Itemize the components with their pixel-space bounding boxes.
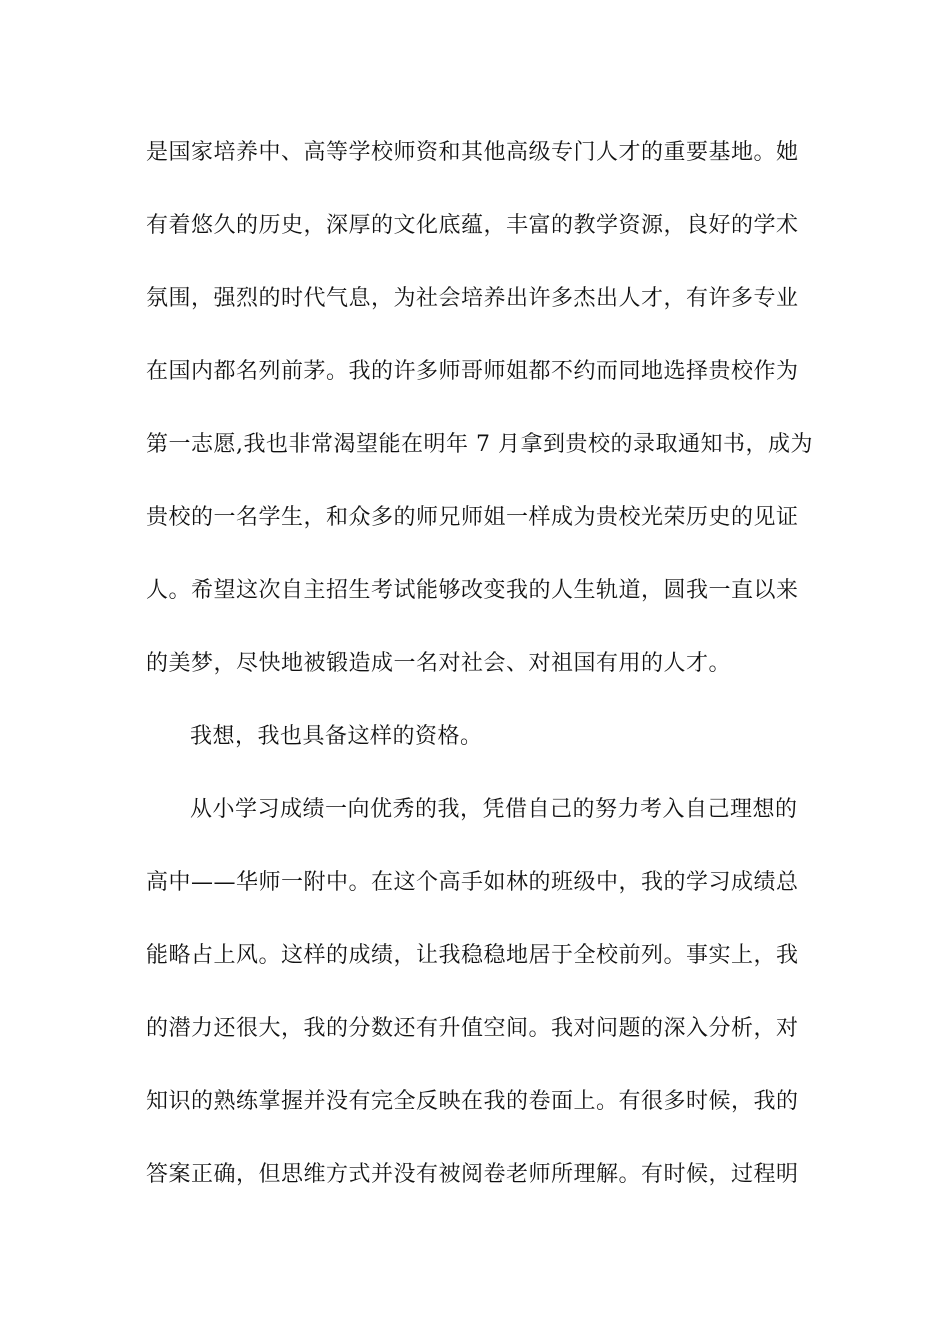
text-line: 高中——华师一附中。在这个高手如林的班级中，我的学习成绩总 bbox=[146, 870, 799, 895]
paragraph-start-line: 从小学习成绩一向优秀的我，凭借自己的努力考入自己理想的 bbox=[190, 797, 798, 822]
text-line: 能略占上风。这样的成绩，让我稳稳地居于全校前列。事实上，我 bbox=[146, 943, 799, 968]
text-line: 有着悠久的历史，深厚的文化底蕴，丰富的教学资源，良好的学术 bbox=[146, 213, 799, 238]
text-line: 在国内都名列前茅。我的许多师哥师姐都不约而同地选择贵校作为 bbox=[146, 359, 799, 384]
text-line: 知识的熟练掌握并没有完全反映在我的卷面上。有很多时候，我的 bbox=[146, 1089, 799, 1114]
text-line: 是国家培养中、高等学校师资和其他高级专门人才的重要基地。她 bbox=[146, 140, 799, 165]
paragraph-start-line: 我想，我也具备这样的资格。 bbox=[190, 724, 483, 749]
text-line: 氛围，强烈的时代气息，为社会培养出许多杰出人才，有许多专业 bbox=[146, 286, 799, 311]
text-line: 第一志愿,我也非常渴望能在明年 7 月拿到贵校的录取通知书，成为 bbox=[146, 432, 813, 457]
text-line: 的潜力还很大，我的分数还有升值空间。我对问题的深入分析，对 bbox=[146, 1016, 799, 1041]
text-line: 人。希望这次自主招生考试能够改变我的人生轨道，圆我一直以来 bbox=[146, 578, 799, 603]
text-line: 贵校的一名学生，和众多的师兄师姐一样成为贵校光荣历史的见证 bbox=[146, 505, 799, 530]
text-line: 答案正确，但思维方式并没有被阅卷老师所理解。有时候，过程明 bbox=[146, 1162, 799, 1187]
text-line: 的美梦，尽快地被锻造成一名对社会、对祖国有用的人才。 bbox=[146, 651, 732, 676]
body-text bbox=[146, 131, 813, 1226]
